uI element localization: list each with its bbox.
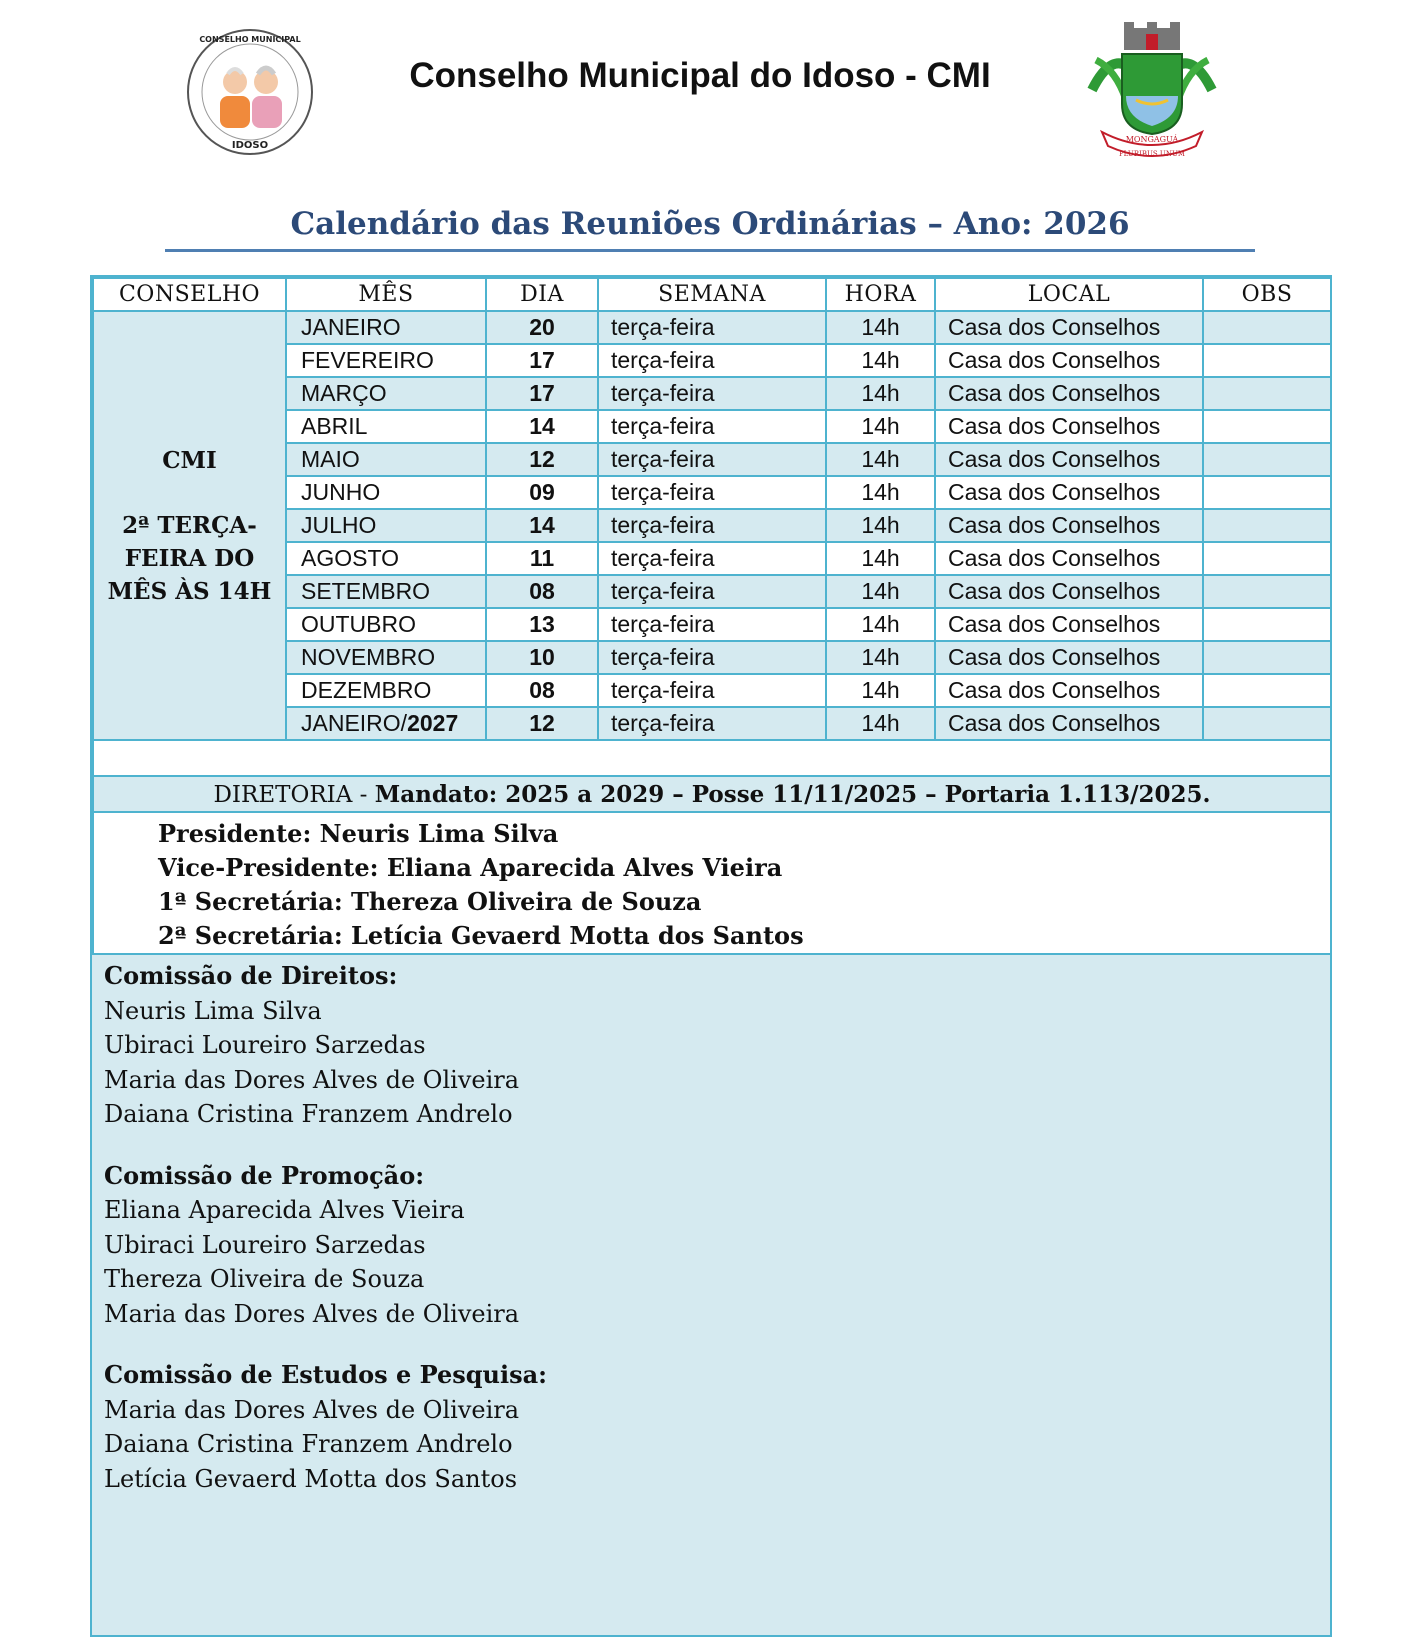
conselho-name: CMI [162,446,217,474]
semana-cell: terça-feira [598,344,826,377]
local-cell: Casa dos Conselhos [935,509,1203,542]
mes-cell: NOVEMBRO [286,641,486,674]
comissao-estudos-pesquisa [104,1358,1330,1496]
title-underline [165,249,1255,252]
hora-cell: 14h [826,674,935,707]
comissao-member: Thereza Oliveira de Souza [104,1265,425,1293]
semana-cell: terça-feira [598,509,826,542]
mes-cell: JUNHO [286,476,486,509]
obs-cell [1203,641,1331,674]
column-header-obs: OBS [1203,278,1331,311]
semana-cell: terça-feira [598,410,826,443]
hora-cell: 14h [826,575,935,608]
hora-cell: 14h [826,542,935,575]
hora-cell: 14h [826,443,935,476]
semana-cell: terça-feira [598,674,826,707]
comissao-member: Daiana Cristina Franzem Andrelo [104,1430,513,1458]
local-cell: Casa dos Conselhos [935,410,1203,443]
svg-text:CONSELHO MUNICIPAL: CONSELHO MUNICIPAL [199,35,301,44]
hora-cell: 14h [826,344,935,377]
hora-cell: 14h [826,377,935,410]
obs-cell [1203,542,1331,575]
semana-cell: terça-feira [598,476,826,509]
table-row [93,311,1331,344]
comissao-member: Maria das Dores Alves de Oliveira [104,1395,520,1424]
board-member: Vice-Presidente: Eliana Aparecida Alves Vieira [158,853,783,882]
obs-cell [1203,377,1331,410]
dia-cell: 11 [486,542,598,575]
hora-cell: 14h [826,641,935,674]
obs-cell [1203,410,1331,443]
local-cell: Casa dos Conselhos [935,344,1203,377]
obs-cell [1203,575,1331,608]
calendar-document-body [90,275,1332,1637]
mes-cell: FEVEREIRO [286,344,486,377]
mes-cell: SETEMBRO [286,575,486,608]
board-member: 2ª Secretária: Letícia Gevaerd Motta dos Santos [158,921,804,950]
semana-cell: terça-feira [598,641,826,674]
semana-cell: terça-feira [598,608,826,641]
dia-cell: 08 [486,575,598,608]
dia-cell: 14 [486,509,598,542]
comissoes-section [92,955,1330,1496]
conselho-cell [93,311,286,740]
local-cell: Casa dos Conselhos [935,707,1203,740]
dia-cell: 12 [486,707,598,740]
cmi-logo [180,22,320,162]
mes-cell: DEZEMBRO [286,674,486,707]
column-header-dia: DIA [486,278,598,311]
svg-text:PLURIBUS UNUM: PLURIBUS UNUM [1118,150,1186,158]
meetings-calendar-table [92,277,1332,955]
comissao-member: Ubiraci Loureiro Sarzedas [104,1031,426,1059]
semana-cell: terça-feira [598,377,826,410]
dia-cell: 14 [486,410,598,443]
comissao-title: Comissão de Promoção: [104,1160,425,1190]
local-cell: Casa dos Conselhos [935,377,1203,410]
local-cell: Casa dos Conselhos [935,311,1203,344]
comissao-promocao [104,1159,1330,1332]
comissao-title: Comissão de Direitos: [104,961,398,990]
dia-cell: 17 [486,377,598,410]
semana-cell: terça-feira [598,311,826,344]
spacer-cell [93,740,1331,776]
comissao-member: Daiana Cristina Franzem Andrelo [104,1100,513,1128]
mes-text: JANEIRO/ [301,710,408,736]
spacer-row [93,740,1331,776]
hora-cell: 14h [826,608,935,641]
hora-cell: 14h [826,476,935,509]
dia-cell: 13 [486,608,598,641]
semana-cell: terça-feira [598,707,826,740]
obs-cell [1203,707,1331,740]
comissao-member: Ubiraci Loureiro Sarzedas [104,1230,426,1259]
local-cell: Casa dos Conselhos [935,608,1203,641]
comissao-direitos [104,959,1330,1132]
mes-cell: AGOSTO [286,542,486,575]
diretoria-header-row [93,776,1331,812]
diretoria-members-row [93,812,1331,954]
obs-cell [1203,443,1331,476]
mes-cell: MAIO [286,443,486,476]
dia-cell: 20 [486,311,598,344]
comissao-title: Comissão de Estudos e Pesquisa: [104,1360,548,1389]
svg-text:IDOSO: IDOSO [231,140,269,151]
comissao-member: Letícia Gevaerd Motta dos Santos [104,1464,518,1493]
column-header-local: LOCAL [935,278,1203,311]
obs-cell [1203,509,1331,542]
hora-cell: 14h [826,707,935,740]
local-cell: Casa dos Conselhos [935,542,1203,575]
board-member: Presidente: Neuris Lima Silva [158,819,559,848]
hora-cell: 14h [826,509,935,542]
hora-cell: 14h [826,311,935,344]
local-cell: Casa dos Conselhos [935,575,1203,608]
dia-cell: 17 [486,344,598,377]
comissao-member: Eliana Aparecida Alves Vieira [104,1196,465,1224]
dia-cell: 12 [486,443,598,476]
column-header-conselho: CONSELHO [93,278,286,311]
obs-cell [1203,608,1331,641]
conselho-schedule: 2ª TERÇA-FEIRA DO MÊS ÀS 14H [107,511,272,605]
obs-cell [1203,344,1331,377]
diretoria-members [93,812,1331,954]
mes-cell: OUTUBRO [286,608,486,641]
dia-cell: 08 [486,674,598,707]
dia-cell: 09 [486,476,598,509]
municipal-coat-of-arms [1082,20,1222,165]
local-cell: Casa dos Conselhos [935,476,1203,509]
mes-cell: ABRIL [286,410,486,443]
diretoria-label: DIRETORIA - [213,781,375,808]
column-header-hora: HORA [826,278,935,311]
mes-cell: JULHO [286,509,486,542]
obs-cell [1203,311,1331,344]
calendar-title: Calendário das Reuniões Ordinárias – Ano: 2026 [290,206,1130,242]
dia-cell: 10 [486,641,598,674]
mes-cell: JANEIRO [286,311,486,344]
document-header [0,0,1409,242]
column-header-semana: SEMANA [598,278,826,311]
obs-cell [1203,674,1331,707]
comissao-member: Neuris Lima Silva [104,996,322,1025]
diretoria-header [93,776,1331,812]
comissao-member: Maria das Dores Alves de Oliveira [104,1299,520,1328]
mes-cell [286,707,486,740]
mes-cell: MARÇO [286,377,486,410]
comissao-member: Maria das Dores Alves de Oliveira [104,1065,520,1094]
semana-cell: terça-feira [598,575,826,608]
table-header-row [93,278,1331,311]
organization-title: Conselho Municipal do Idoso - CMI [409,56,991,95]
board-member: 1ª Secretária: Thereza Oliveira de Souza [158,887,702,916]
hora-cell: 14h [826,410,935,443]
obs-cell [1203,476,1331,509]
semana-cell: terça-feira [598,542,826,575]
local-cell: Casa dos Conselhos [935,674,1203,707]
semana-cell: terça-feira [598,443,826,476]
mes-year: 2027 [407,710,459,736]
diretoria-mandato: Mandato: 2025 a 2029 – Posse 11/11/2025 – Portaria 1.113/2025. [374,780,1211,808]
local-cell: Casa dos Conselhos [935,443,1203,476]
local-cell: Casa dos Conselhos [935,641,1203,674]
column-header-mes: MÊS [286,278,486,311]
svg-text:MONGAGUÁ: MONGAGUÁ [1125,135,1179,144]
